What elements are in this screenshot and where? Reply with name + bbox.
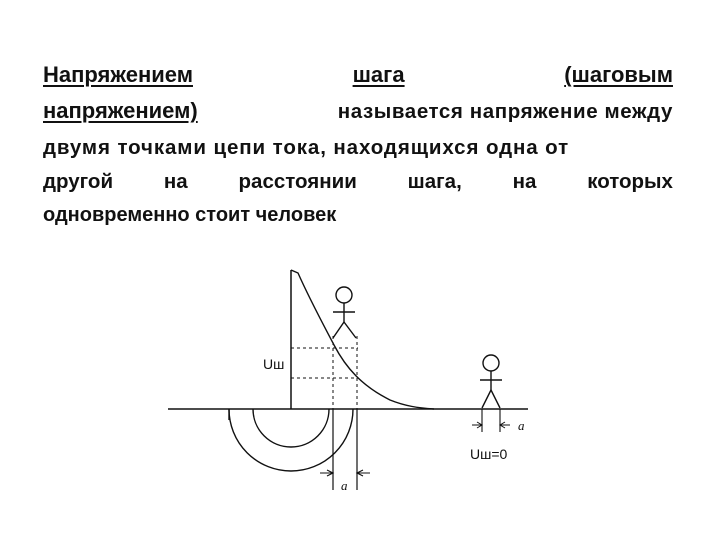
- step-length-label-far: a: [518, 418, 525, 433]
- word: расстоянии: [238, 170, 357, 193]
- person-figure-near: [333, 287, 356, 338]
- term-word-1: Напряжением: [43, 62, 193, 87]
- word: на: [163, 170, 188, 193]
- step-dim-arrow-far-right: [500, 422, 510, 428]
- step-dim-arrow-right: [357, 470, 370, 476]
- definition-line-3: двумя точками цепи тока, находящихся одна от: [43, 136, 570, 159]
- equipotential-outer: [229, 409, 353, 471]
- person-figure-far: [480, 355, 502, 408]
- word: на: [512, 170, 537, 193]
- zero-step-voltage-label: Uш=0: [470, 446, 508, 462]
- definition-line-5: одновременно стоит человек: [43, 204, 337, 226]
- step-dim-arrow-far-left: [472, 422, 482, 428]
- term-word-2: шага: [352, 62, 405, 87]
- step-length-label: a: [341, 478, 348, 493]
- step-dim-arrow-left: [320, 470, 333, 476]
- word: которых: [587, 170, 673, 193]
- word: шага,: [407, 170, 462, 193]
- word: другой: [43, 170, 114, 193]
- equipotential-inner: [253, 409, 329, 447]
- potential-curve: [291, 270, 434, 409]
- definition-text-2: называется напряжение между: [337, 100, 673, 123]
- step-voltage-label: Uш: [263, 356, 285, 372]
- term-word-4: напряжением): [43, 98, 198, 123]
- term-word-3: (шаговым: [564, 62, 673, 87]
